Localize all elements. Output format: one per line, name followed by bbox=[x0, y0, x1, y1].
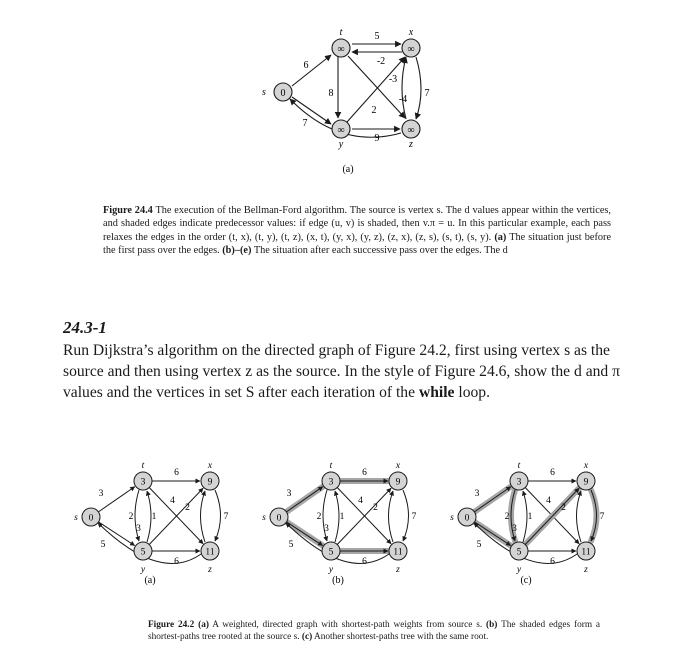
weight-t-x: 5 bbox=[374, 31, 380, 42]
edge-z-x bbox=[389, 491, 394, 542]
caption2-c-label: (c) bbox=[301, 632, 313, 643]
caption-be-label: (b)–(e) bbox=[222, 245, 252, 257]
edge-s-t bbox=[474, 487, 510, 512]
weight-t-x: 6 bbox=[362, 468, 367, 478]
weight-y-t: 1 bbox=[339, 512, 345, 522]
vertex-value-s: 0 bbox=[280, 88, 286, 99]
edge-x-z bbox=[403, 490, 409, 541]
weight-s-t: 3 bbox=[98, 489, 104, 499]
caption2-label: Figure 24.2 bbox=[148, 620, 195, 630]
weight-y-z: 9 bbox=[374, 133, 380, 144]
caption-a-text: The situation just before the first pass over the edges. bbox=[103, 231, 612, 257]
weight-t-z: -3 bbox=[388, 74, 398, 85]
weight-x-z: 7 bbox=[599, 512, 605, 522]
edge-s-t bbox=[98, 487, 134, 512]
caption-be-text: The situation after each successive pass over the edges. The d bbox=[253, 245, 508, 257]
weight-y-x: 2 bbox=[185, 503, 190, 513]
edge-y-t bbox=[523, 491, 527, 542]
caption2-b-label: (b) bbox=[486, 620, 498, 630]
vertex-label-s: s bbox=[450, 513, 454, 523]
panel-label: (a) bbox=[144, 575, 156, 586]
weight-s-y: 5 bbox=[476, 540, 482, 550]
vertex-value-t: 3 bbox=[516, 477, 522, 488]
vertex-label-x: x bbox=[583, 461, 589, 471]
weight-y-z: 6 bbox=[362, 557, 367, 567]
vertex-label-y: y bbox=[140, 565, 146, 575]
caption2-b-text: The shaded edges form a shortest-paths tree rooted at the source s. bbox=[148, 620, 601, 643]
weight-t-y: 2 bbox=[128, 512, 134, 522]
figure-24-4-caption bbox=[103, 204, 611, 258]
exercise-text bbox=[63, 341, 627, 403]
caption2-a-label: (a) bbox=[198, 620, 209, 630]
vertex-label-t: t bbox=[141, 461, 145, 471]
vertex-value-y: 5 bbox=[328, 547, 334, 558]
caption2-c-text: Another shortest-paths tree with the same root. bbox=[314, 632, 489, 643]
vertex-value-y: 5 bbox=[140, 547, 146, 558]
edge-s-y bbox=[292, 97, 331, 124]
weight-z-s: 3 bbox=[512, 524, 517, 534]
exercise-text-2: loop. bbox=[458, 383, 490, 401]
weight-y-x: -4 bbox=[398, 94, 408, 105]
caption-label: Figure 24.4 bbox=[103, 205, 153, 216]
vertex-value-x: 9 bbox=[583, 477, 589, 488]
vertex-label-x: x bbox=[395, 461, 401, 471]
edge-y-t bbox=[147, 491, 151, 542]
weight-s-t: 3 bbox=[286, 489, 292, 499]
weight-x-z: 7 bbox=[424, 88, 430, 99]
panel-label: (b) bbox=[332, 575, 344, 586]
weight-s-t: 3 bbox=[474, 489, 480, 499]
vertex-value-s: 0 bbox=[88, 513, 94, 524]
vertex-label-z: z bbox=[208, 565, 212, 575]
weight-t-y: 2 bbox=[316, 512, 322, 522]
weight-z-s: 3 bbox=[324, 524, 329, 534]
vertex-value-t: 3 bbox=[328, 477, 334, 488]
vertex-value-z: 11 bbox=[581, 547, 591, 558]
weight-s-y: 5 bbox=[288, 540, 294, 550]
vertex-value-x: ∞ bbox=[407, 44, 415, 55]
vertex-value-s: 0 bbox=[464, 513, 470, 524]
edge-x-z bbox=[215, 490, 221, 541]
weight-y-x: 2 bbox=[373, 503, 378, 513]
weight-x-z: 7 bbox=[411, 512, 417, 522]
exercise-text-1: Run Dijkstra’s algorithm on the directed graph of Figure 24.2, first using vertex s as the source and then using vertex z as the source. In the style of Figure 24.6, show the d and π values and the vertices in set S after each iteration of the bbox=[63, 342, 620, 401]
exercise-number: 24.3-1 bbox=[63, 318, 107, 337]
vertex-label-y: y bbox=[516, 565, 522, 575]
vertex-value-y: ∞ bbox=[337, 125, 345, 136]
vertex-value-s: 0 bbox=[276, 513, 282, 524]
caption-a-label: (a) bbox=[494, 231, 507, 243]
edge-z-x bbox=[201, 491, 206, 542]
vertex-value-z: ∞ bbox=[407, 125, 415, 136]
vertex-value-x: 9 bbox=[395, 477, 401, 488]
vertex-label-t: t bbox=[517, 461, 521, 471]
weight-s-y: 5 bbox=[100, 540, 106, 550]
edge-x-z bbox=[416, 57, 421, 119]
figure-24-2-panel-a bbox=[74, 461, 228, 586]
vertex-value-t: 3 bbox=[140, 477, 146, 488]
weight-t-x: 6 bbox=[174, 468, 179, 478]
edge-s-t bbox=[286, 487, 322, 512]
vertex-label-s: s bbox=[74, 513, 78, 523]
vertex-label-z: z bbox=[396, 565, 400, 575]
figure-24-2-graphs bbox=[60, 455, 640, 600]
vertex-label-z: z bbox=[409, 139, 413, 150]
weight-y-x: 2 bbox=[561, 503, 566, 513]
edge-z-x bbox=[402, 57, 406, 119]
weight-x-z: 7 bbox=[223, 512, 229, 522]
caption-text: The execution of the Bellman-Ford algorithm. The source is vertex s. The d values appear within the vertices, and shaded edges indicate predecessor values: if edge (u, v) is shaded, then v.π = u. In this particular example, each pass relaxes the edges in the order (t, x), (t, y), (t, z), (x, t), (y, x), (y, z), (z, x), (z, s), (s, t), (s, y). bbox=[103, 205, 612, 243]
vertex-value-t: ∞ bbox=[337, 44, 345, 55]
weight-t-z: 4 bbox=[170, 496, 175, 506]
figure-24-2-panel-b bbox=[262, 461, 416, 586]
vertex-label-y: y bbox=[328, 565, 334, 575]
weight-y-z: 6 bbox=[550, 557, 555, 567]
weight-t-z: 4 bbox=[546, 496, 551, 506]
weight-y-t: 1 bbox=[151, 512, 157, 522]
vertex-label-t: t bbox=[339, 27, 343, 38]
weight-t-z: 4 bbox=[358, 496, 363, 506]
edge-z-x bbox=[577, 491, 582, 542]
weight-y-t: 1 bbox=[527, 512, 533, 522]
weight-z-s: 3 bbox=[136, 524, 141, 534]
weight-t-x: 6 bbox=[550, 468, 555, 478]
weight-t-y: 8 bbox=[328, 88, 334, 99]
weight-z-x: 2 bbox=[371, 105, 377, 116]
weight-s-y: 7 bbox=[302, 118, 308, 129]
caption2-a-text: A weighted, directed graph with shortest-path weights from source s. bbox=[212, 620, 483, 630]
vertex-label-x: x bbox=[207, 461, 213, 471]
weight-s-t: 6 bbox=[303, 60, 309, 71]
figure-24-4-graph bbox=[240, 0, 460, 180]
edge-y-t bbox=[335, 491, 339, 542]
vertex-label-t: t bbox=[329, 461, 333, 471]
panel-label-a: (a) bbox=[342, 164, 354, 175]
weight-y-z: 6 bbox=[174, 557, 179, 567]
vertex-value-z: 11 bbox=[393, 547, 403, 558]
panel-label: (c) bbox=[520, 575, 532, 586]
vertex-label-y: y bbox=[338, 139, 344, 150]
exercise-bold-word: while bbox=[418, 383, 455, 401]
figure-24-2-caption bbox=[148, 619, 600, 643]
weight-x-t: -2 bbox=[376, 56, 386, 67]
vertex-label-x: x bbox=[408, 27, 414, 38]
figure-24-2-panel-c bbox=[450, 461, 604, 586]
vertex-value-x: 9 bbox=[207, 477, 213, 488]
vertex-value-z: 11 bbox=[205, 547, 215, 558]
vertex-label-z: z bbox=[584, 565, 588, 575]
vertex-label-s: s bbox=[262, 513, 266, 523]
edge-s-t bbox=[292, 55, 331, 86]
weight-t-y: 2 bbox=[504, 512, 510, 522]
vertex-label-s: s bbox=[262, 87, 266, 98]
vertex-value-y: 5 bbox=[516, 547, 522, 558]
